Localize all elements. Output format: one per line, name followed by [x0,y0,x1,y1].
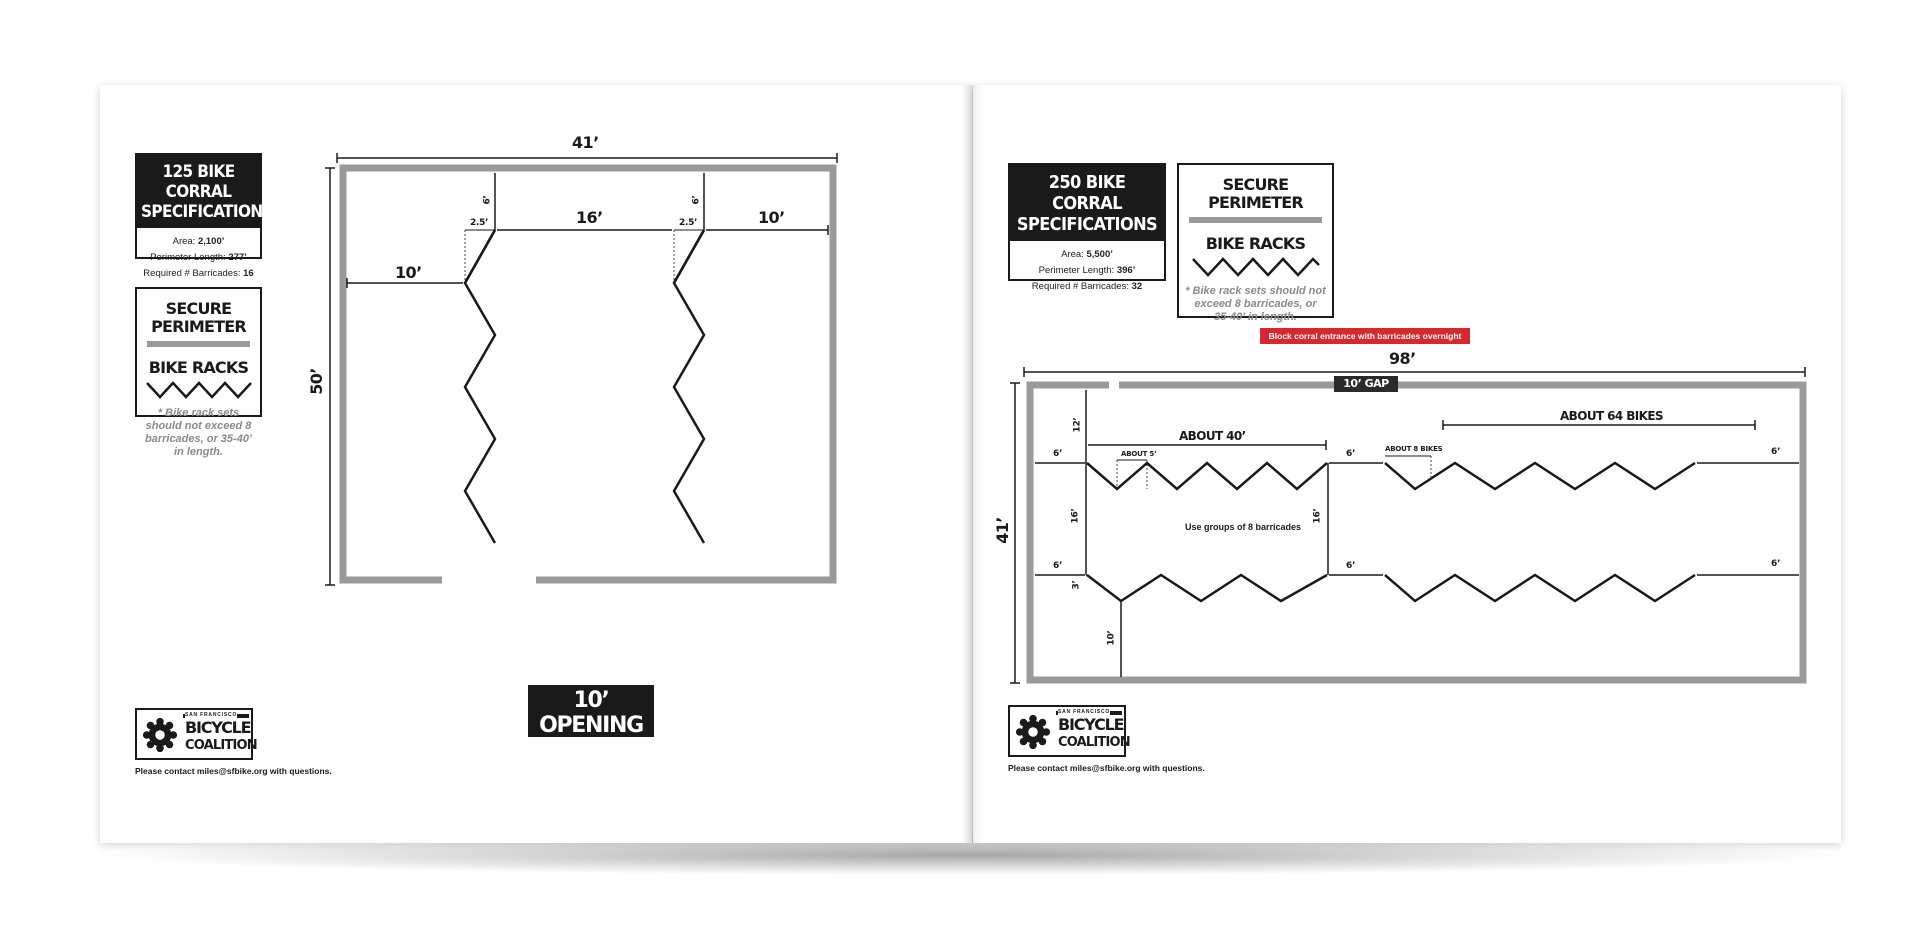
bike-rack-row2-right [1385,575,1695,601]
bicycle-coalition-logo [1008,705,1130,757]
spec-title: 125 BIKE CORRAL SPECIFICATIONS [137,155,260,228]
legend-box [135,287,262,458]
spec-box-250 [1008,163,1166,292]
perimeter-label: Perimeter Length: [150,252,226,263]
legend-perimeter-swatch [147,341,250,347]
dim-width-98: 98’ [1389,349,1416,368]
bike-rack-row2-left [1087,575,1327,601]
perimeter-value: 396’ [1116,265,1136,276]
dim-six-b: 6’ [1346,449,1356,459]
spec-details [137,228,260,288]
opening-sub: FACING STREET [539,738,643,753]
contact-text: Please contact miles@sfbike.org with questions. [1008,763,1205,773]
area-value: 2,100’ [197,236,225,247]
dim-six-f: 6’ [1771,559,1781,569]
dim-about-8-bikes: ABOUT 8 BIKES [1385,445,1443,453]
dim-top-12: 12’ [1072,417,1083,433]
legend-racks-zigzag-icon [145,379,253,401]
barricades-label: Required # Barricades: [143,268,241,279]
dim-top-b: 6’ [691,195,702,205]
spec-title: 250 BIKE CORRAL SPECIFICATIONS [1010,165,1164,241]
logo-small-text: SAN FRANCISCO [185,712,238,718]
dim-ten: 10’ [1106,630,1117,646]
perimeter-value: 277’ [228,252,247,263]
legend-perimeter-swatch [1189,217,1322,223]
dim-top-a: 6’ [482,195,493,205]
overnight-banner: Block corral entrance with barricades overnight [1260,328,1470,344]
bicycle-coalition-logo [135,708,257,760]
opening-main: 10’ OPENING [539,688,643,738]
bike-rack-row1-left [1087,463,1327,489]
dim-offset-a: 2.5’ [470,218,489,228]
legend-note: * Bike rack sets should not exceed 8 barricades, or 35-40’ in length. [144,407,252,458]
opening-label [528,685,654,753]
barricades-value: 32 [1131,281,1143,292]
gap-label: 10’ GAP [1334,376,1398,392]
dim-six-e: 6’ [1346,561,1356,571]
dim-width-41: 41’ [572,133,599,152]
bike-gear-icon [141,716,179,754]
dim-height-50: 50’ [306,368,326,395]
perimeter-label: Perimeter Length: [1038,265,1115,276]
area-value: 5,500’ [1086,249,1113,260]
dim-about-40: ABOUT 40’ [1179,429,1246,443]
dim-about-64-bikes: ABOUT 64 BIKES [1560,409,1663,423]
dim-sixteen-a: 16’ [1070,508,1081,524]
dim-three: 3’ [1071,580,1082,590]
dim-middle-gap: 16’ [576,208,603,227]
dim-six-c: 6’ [1771,447,1781,457]
legend-perimeter-title: SECURE PERIMETER [1208,175,1303,212]
legend-box [1177,163,1334,323]
dim-right-gap: 10’ [758,208,785,227]
dim-height-41: 41’ [992,517,1012,544]
area-label: Area: [172,236,196,247]
groups-note: Use groups of 8 barricades [1185,522,1302,532]
logo-big-text: BICYCLE [185,718,251,737]
contact-text: Please contact miles@sfbike.org with questions. [135,766,332,776]
bike-gear-icon [1014,713,1052,751]
dim-offset-b: 2.5’ [679,218,698,228]
logo-big-text: BICYCLE [1058,715,1124,734]
legend-perimeter-title: SECURE PERIMETER [151,299,246,336]
dim-about-5: ABOUT 5’ [1121,450,1157,458]
right-perimeter [1030,385,1803,680]
spec-box-125 [135,153,273,279]
legend-racks-title: BIKE RACKS [148,358,249,377]
legend-racks-zigzag-icon [1191,255,1321,279]
logo-sub-text: COALITION [185,738,257,753]
logo-small-text: SAN FRANCISCO [1058,709,1111,715]
area-label: Area: [1061,249,1084,260]
bike-rack-row1-right [1385,463,1695,489]
legend-racks-title: BIKE RACKS [1205,234,1306,253]
dim-six-a: 6’ [1053,449,1063,459]
book-gutter [960,85,986,843]
dim-sixteen-b: 16’ [1312,508,1323,524]
legend-note: * Bike rack sets should not exceed 8 barricades, or 35-40’ in length. [1185,285,1326,323]
logo-sub-text: COALITION [1058,735,1130,750]
barricades-label: Required # Barricades: [1031,281,1129,292]
spec-details [1010,241,1164,301]
dim-left-gap: 10’ [395,263,422,282]
right-page [973,85,1841,843]
left-page [100,85,972,843]
barricades-value: 16 [243,268,254,279]
dim-six-d: 6’ [1053,561,1063,571]
